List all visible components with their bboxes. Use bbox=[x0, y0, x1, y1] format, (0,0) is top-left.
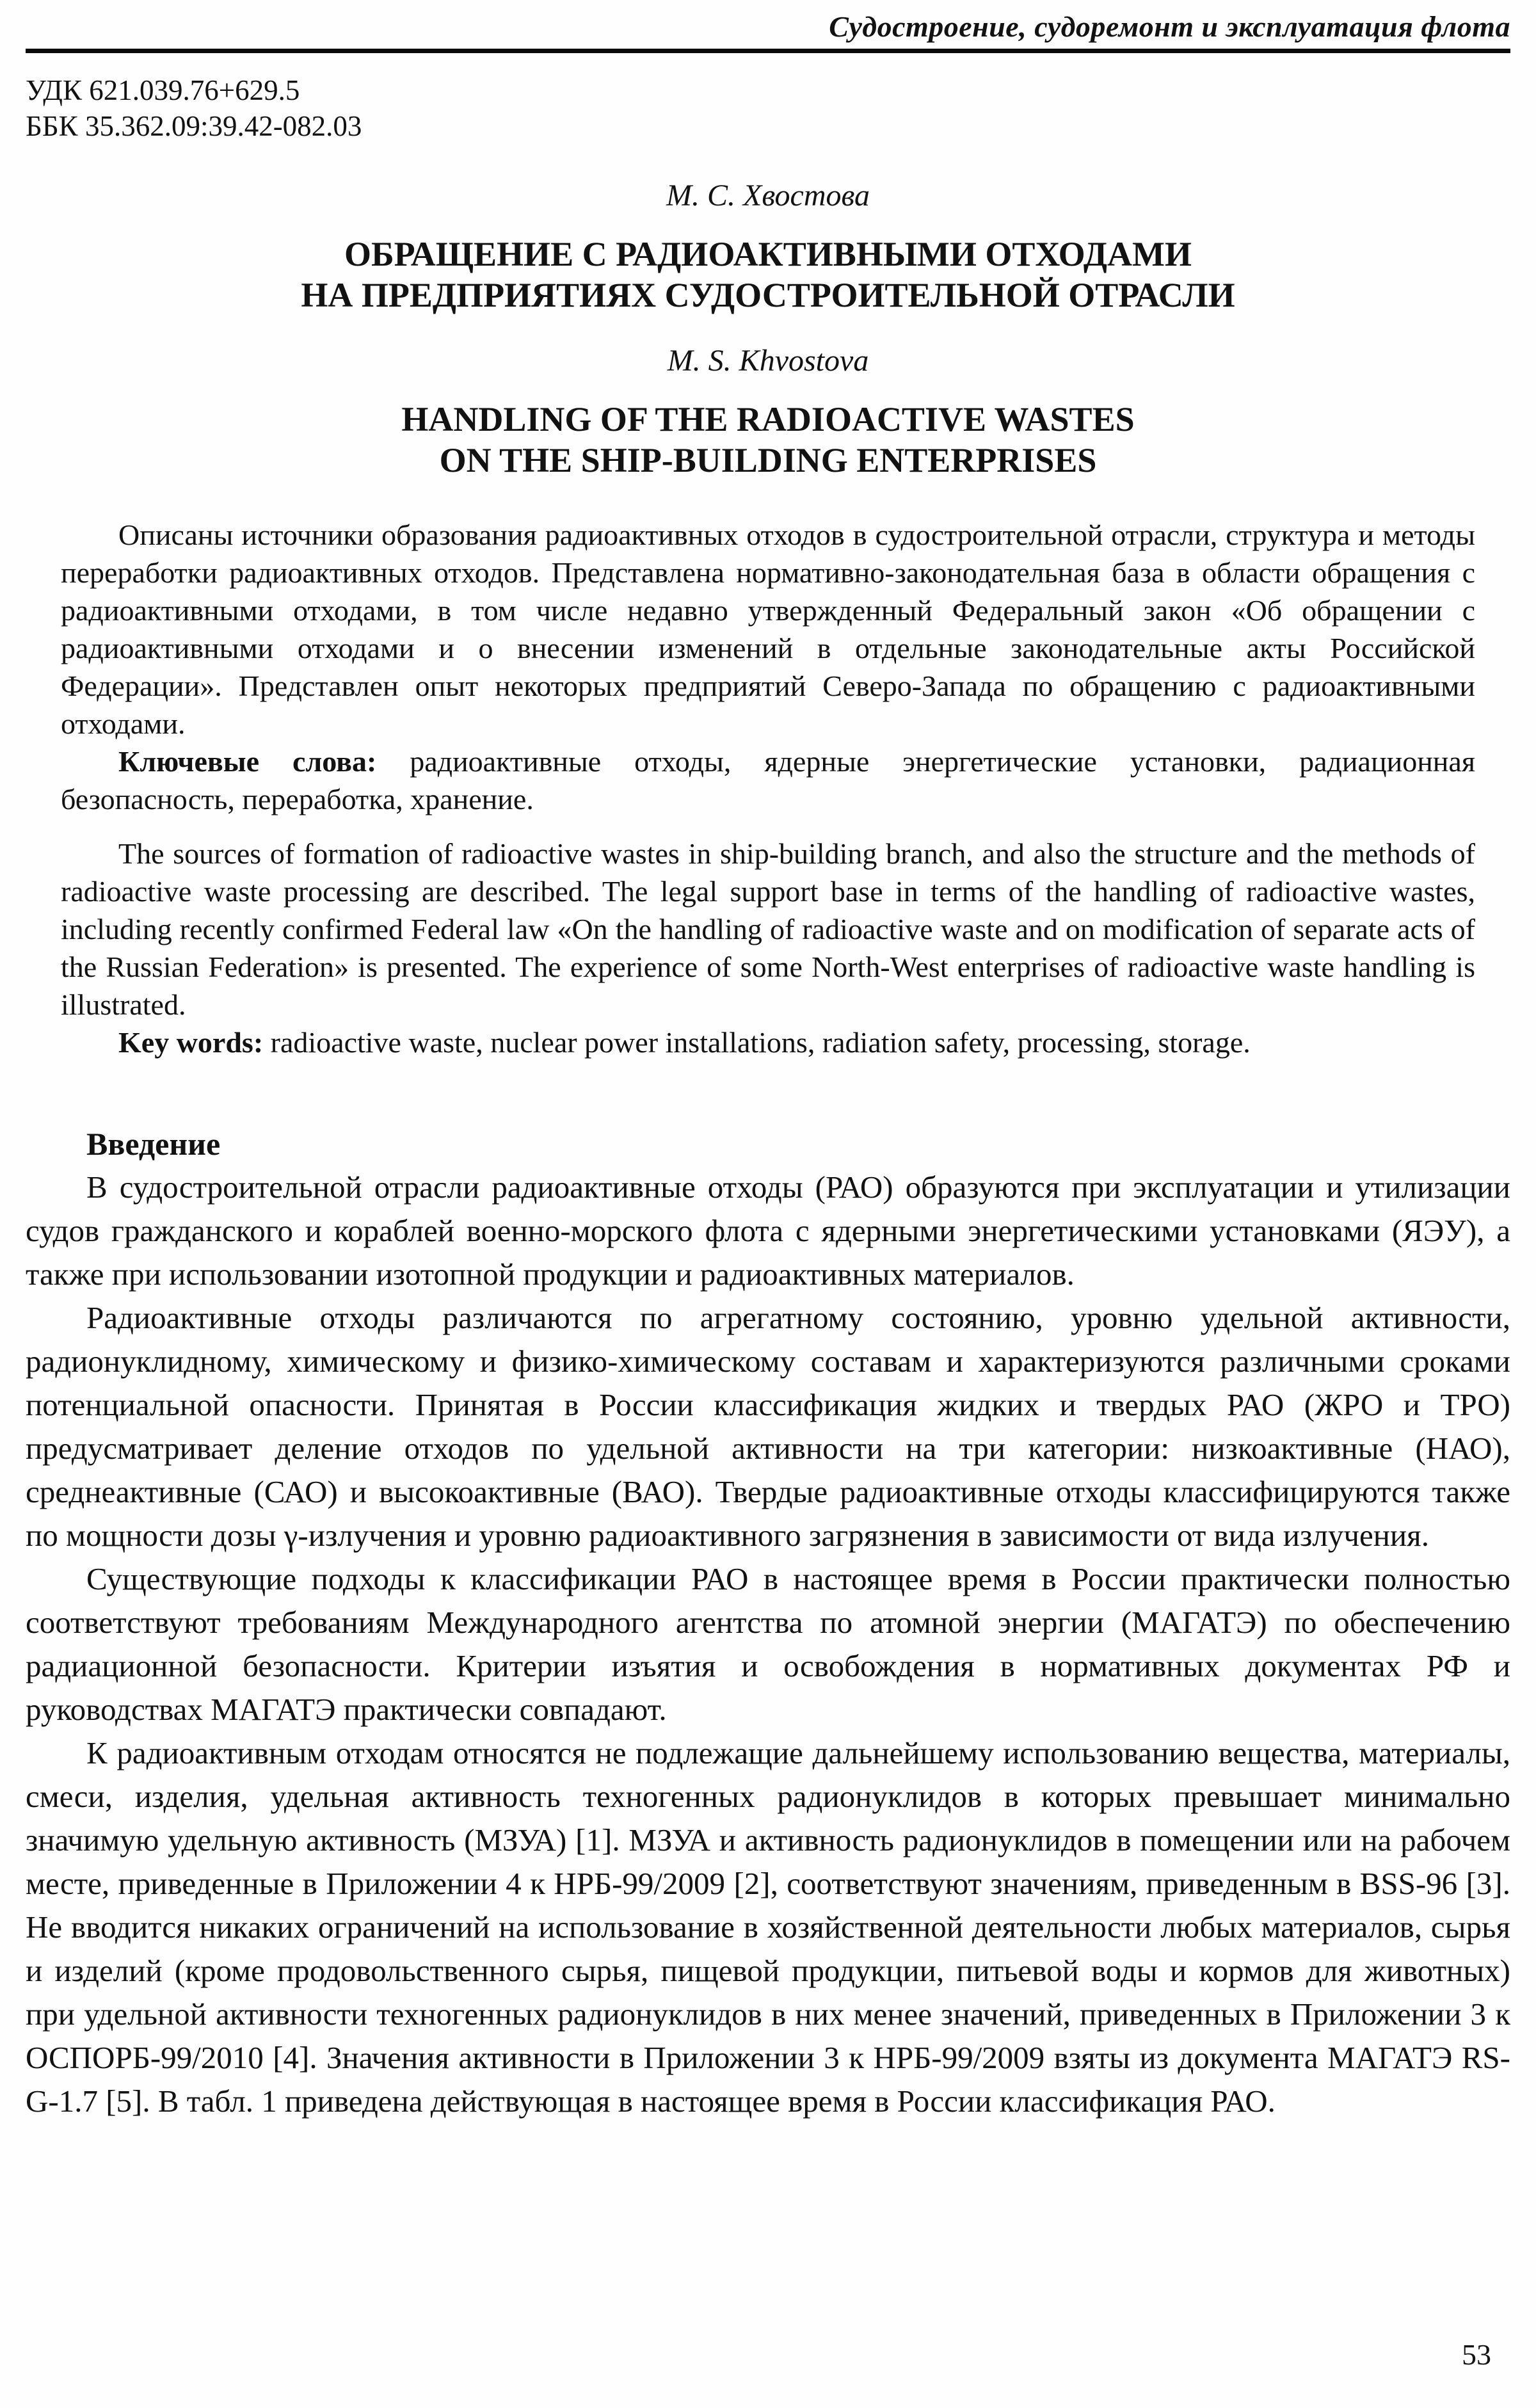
bbk-code: ББК 35.362.09:39.42-082.03 bbox=[26, 110, 362, 142]
keywords-en-label: Key words: bbox=[118, 1026, 264, 1059]
article-title-en bbox=[26, 399, 1510, 481]
article-body bbox=[26, 1166, 1510, 2123]
article-title-en-line2: ON THE SHIP-BUILDING ENTERPRISES bbox=[439, 441, 1097, 479]
udc-code: УДК 621.039.76+629.5 bbox=[26, 74, 300, 106]
abstract-en bbox=[61, 835, 1475, 1061]
author-ru: М. С. Хвостова bbox=[666, 179, 870, 213]
section-heading-introduction: Введение bbox=[86, 1126, 221, 1162]
header-rule bbox=[26, 49, 1510, 53]
paragraph: Существующие подходы к классификации РАО в настоящее время в России практически полностью соответствуют требованиям Международного агентства по атомной энергии (МАГАТЭ) по обеспечению радиационной безопасности. Критерии изъятия и освобождения в нормативных документах РФ и руководствах МАГАТЭ практически совпадают. bbox=[26, 1561, 1510, 1727]
paragraph: В судостроительной отрасли радиоактивные отходы (РАО) образуются при эксплуатации и утилизации судов гражданского и кораблей военно-морского флота с ядерными энергетическими установками (ЯЭУ), а также при использовании изотопной продукции и радиоактивных материалов. bbox=[26, 1169, 1510, 1292]
keywords-en-text: radioactive waste, nuclear power installations, radiation safety, processing, storage. bbox=[263, 1026, 1251, 1059]
article-title-ru bbox=[26, 234, 1510, 316]
paragraph: Радиоактивные отходы различаются по агрегатному состоянию, уровню удельной активности, радионуклидному, химическому и физико-химическому составам и характеризуются различными сроками потенциальной опасности. Принятая в России классификация жидких и твердых РАО (ЖРО и ТРО) предусматривает деление отходов по удельной активности на три категории: низкоактивные (НАО), среднеактивные (САО) и высокоактивные (ВАО). Твердые радиоактивные отходы классифицируются также по мощности дозы γ-излучения и уровню радиоактивного загрязнения в зависимости от вида излучения. bbox=[26, 1300, 1510, 1553]
article-title-en-line1: HANDLING OF THE RADIOACTIVE WASTES bbox=[401, 400, 1135, 438]
author-en: M. S. Khvostova bbox=[667, 344, 869, 378]
page-number: 53 bbox=[1462, 2338, 1491, 2371]
keywords-ru-label: Ключевые слова: bbox=[118, 745, 377, 778]
keywords-ru-text: радиоактивные отходы, ядерные энергетические установки, радиационная безопасность, переработка, хранение. bbox=[61, 745, 1476, 815]
abstract-ru bbox=[61, 516, 1475, 818]
classification-codes bbox=[26, 72, 1510, 144]
article-title-ru-line2: НА ПРЕДПРИЯТИЯХ СУДОСТРОИТЕЛЬНОЙ ОТРАСЛИ bbox=[301, 276, 1235, 314]
abstract-ru-text: Описаны источники образования радиоактивных отходов в судостроительной отрасли, структура и методы переработки радиоактивных отходов. Представлена нормативно-законодательная база в области обращения с радиоактивными отходами, в том числе недавно утвержденный Федеральный закон «Об обращении с радиоактивными отходами и о внесении изменений в отдельные законодательные акты Российской Федерации». Представлен опыт некоторых предприятий Северо-Запада по обращению с радиоактивными отходами. bbox=[61, 518, 1475, 740]
keywords-ru bbox=[61, 742, 1475, 818]
journal-title: Судостроение, судоремонт и эксплуатация флота bbox=[829, 10, 1510, 43]
paragraph: К радиоактивным отходам относятся не подлежащие дальнейшему использованию вещества, материалы, смеси, изделия, удельная активность техногенных радионуклидов в которых превышает минимально значимую удельную активность (МЗУА) [1]. МЗУА и активность радионуклидов в помещении или на рабочем месте, приведенные в Приложении 4 к НРБ-99/2009 [2], соответствуют значениям, приведенным в BSS-96 [3]. Не вводится никаких ограничений на использование в хозяйственной деятельности любых материалов, сырья и изделий (кроме продовольственного сырья, пищевой продукции, питьевой воды и кормов для животных) при удельной активности техногенных радионуклидов в них менее значений, приведенных в Приложении 3 к ОСПОРБ-99/2010 [4]. Значения активности в Приложении 3 к НРБ-99/2009 взяты из документа МАГАТЭ RS-G-1.7 [5]. В табл. 1 приведена действующая в настоящее время в России классификация РАО. bbox=[26, 1735, 1510, 2119]
running-header bbox=[26, 10, 1510, 44]
article-title-ru-line1: ОБРАЩЕНИЕ С РАДИОАКТИВНЫМИ ОТХОДАМИ bbox=[344, 235, 1192, 273]
abstract-en-text: The sources of formation of radioactive wastes in ship-building branch, and also the structure and the methods of radioactive waste processing are described. The legal support base in terms of the handling of radioactive wastes, including recently confirmed Federal law «On the handling of radioactive waste and on modification of separate acts of the Russian Federation» is presented. The experience of some North-West enterprises of radioactive waste handling is illustrated. bbox=[61, 837, 1475, 1021]
keywords-en bbox=[61, 1023, 1475, 1061]
